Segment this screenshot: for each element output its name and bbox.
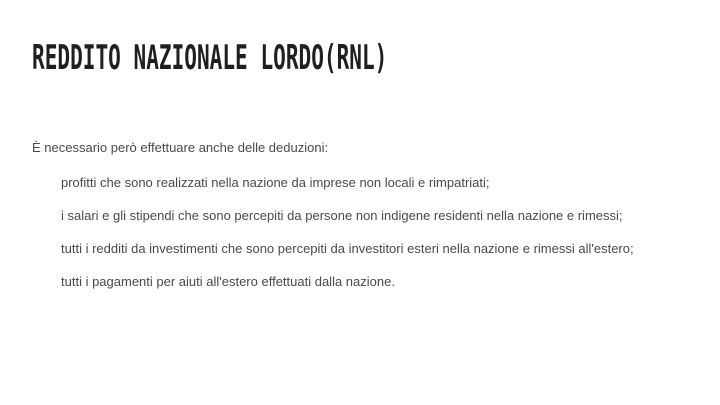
list-item: profitti che sono realizzati nella nazione da imprese non locali e rimpatriati; <box>61 175 490 190</box>
list-item: tutti i redditi da investimenti che sono percepiti da investitori esteri nella nazione e rimessi all'estero; <box>61 241 634 256</box>
intro-text: È necessario però effettuare anche delle deduzioni: <box>32 140 329 155</box>
list-item: tutti i pagamenti per aiuti all'estero effettuati dalla nazione. <box>61 274 395 289</box>
slide-title: REDDITO NAZIONALE LORDO(RNL) <box>32 38 388 78</box>
list-item: i salari e gli stipendi che sono percepiti da persone non indigene residenti nella nazione e rimessi; <box>61 208 623 223</box>
deductions-list <box>61 174 634 306</box>
